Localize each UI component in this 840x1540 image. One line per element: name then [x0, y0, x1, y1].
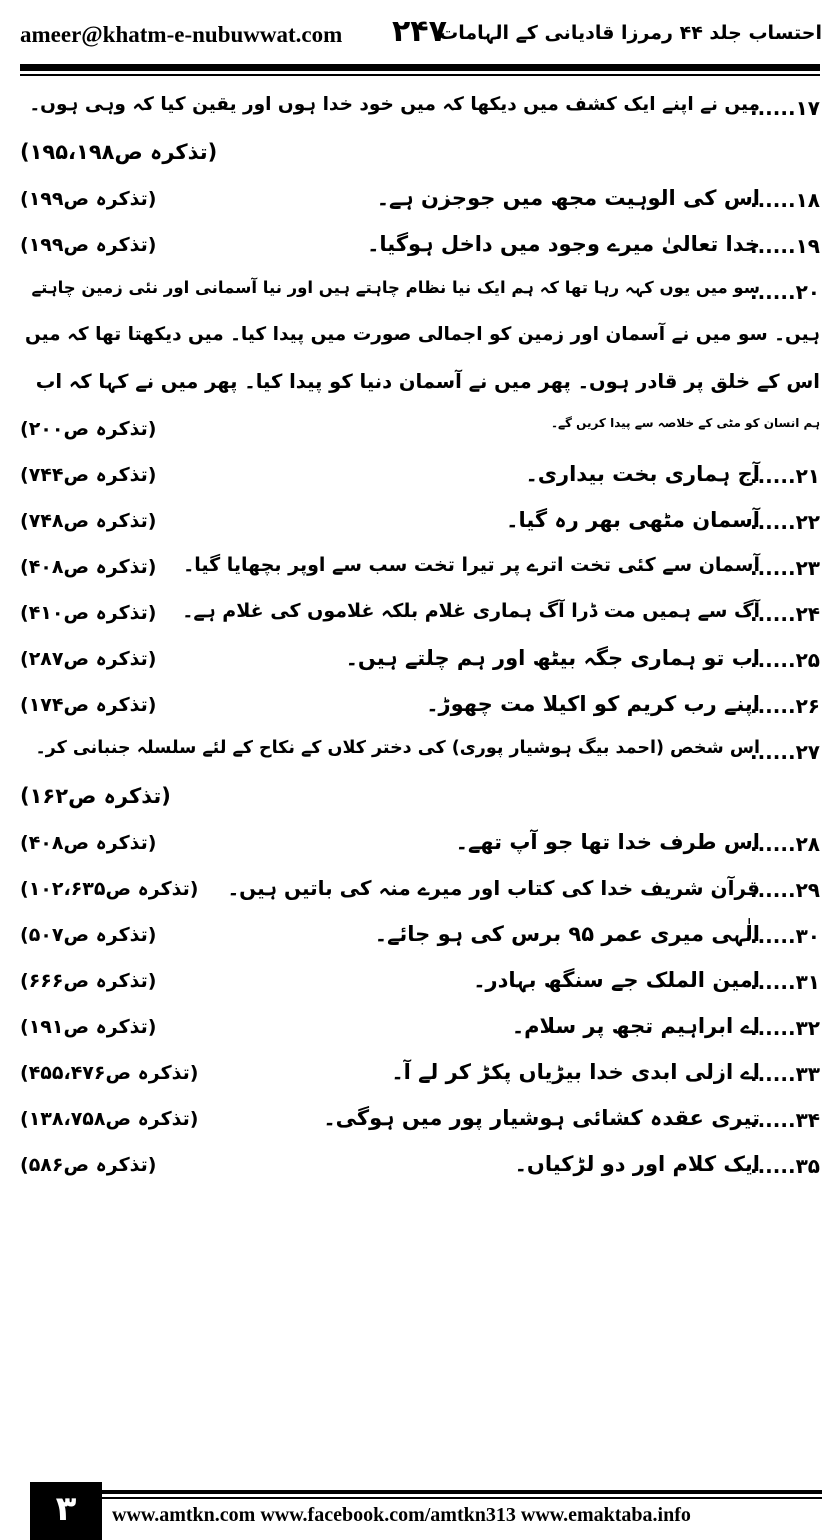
header-email: ameer@khatm-e-nubuwwat.com: [20, 22, 343, 47]
header-page-number: ۲۴۷: [392, 14, 447, 49]
entry-row: [0, 318, 840, 364]
entry-reference: (تذکرہ ص۴۵۵،۴۷۶): [20, 1062, 199, 1084]
entry-reference: (تذکرہ ص۱۹۱): [20, 1016, 157, 1038]
entry-row: [0, 778, 840, 824]
entry-text: خدا تعالیٰ میرے وجود میں داخل ہوگیا۔: [367, 232, 760, 256]
entry-reference: (تذکرہ ص۲۸۷): [20, 648, 157, 670]
entry-reference: (تذکرہ ص۴۰۸): [20, 832, 157, 854]
entry-row: [0, 962, 840, 1008]
entry-number: ۲۳......: [749, 556, 820, 580]
header-title: احتساب جلد ۴۴ رمرزا قادیانی کے الہامات: [439, 22, 822, 44]
entry-row: [0, 824, 840, 870]
entry-text: اے ازلی ابدی خدا بیڑیاں پکڑ کر لے آ۔: [391, 1060, 760, 1084]
entry-text: ایک کلام اور دو لڑکیاں۔: [514, 1152, 760, 1176]
entry-row: [0, 364, 840, 410]
entry-text: اب تو ہماری جگہ بیٹھ اور ہم چلتے ہیں۔: [345, 646, 760, 670]
entry-text: آسمان مٹھی بھر رہ گیا۔: [506, 508, 760, 532]
entry-number: ۲۷......: [749, 740, 820, 764]
footer-rule-thick: [100, 1490, 822, 1494]
entry-row: [0, 1146, 840, 1192]
entry-number: ۱۸......: [749, 188, 820, 212]
entry-text: آج ہماری بخت بیداری۔: [525, 462, 760, 486]
entry-continuation: ہیں۔ سو میں نے آسمان اور زمین کو اجمالی صورت میں پیدا کیا۔ میں دیکھتا تھا کہ میں: [24, 324, 820, 345]
entry-reference: (تذکرہ ص۶۶۶): [20, 970, 157, 992]
entry-row: [0, 594, 840, 640]
entry-reference: (تذکرہ ص۱۷۴): [20, 694, 157, 716]
entry-row: [0, 916, 840, 962]
entry-row: [0, 1008, 840, 1054]
entry-number: ۳۴......: [749, 1108, 820, 1132]
entry-continuation: اس کے خلق پر قادر ہوں۔ پھر میں نے آسمان دنیا کو پیدا کیا۔ پھر میں نے کہا کہ اب: [35, 370, 820, 393]
entry-row: [0, 180, 840, 226]
entry-text: تیری عقدہ کشائی ہوشیار پور میں ہوگی۔: [323, 1106, 760, 1130]
entry-text: امین الملک جے سنگھ بہادر۔: [473, 968, 760, 992]
entry-row: [0, 1100, 840, 1146]
entry-reference: (تذکرہ ص۷۴۸): [20, 510, 157, 532]
entry-text: آسمان سے کئی تخت اترے پر تیرا تخت سب سے اوپر بچھایا گیا۔: [183, 554, 760, 576]
entry-reference: (تذکرہ ص۵۸۶): [20, 1154, 157, 1176]
footer-page-marker: ۳: [30, 1482, 102, 1540]
footer-urls: www.amtkn.com www.facebook.com/amtkn313 www.emaktaba.info: [112, 1504, 691, 1526]
entry-row: [0, 732, 840, 778]
entry-number: ۲۲......: [749, 510, 820, 534]
entry-list: [0, 88, 840, 1192]
entry-number: ۲۰......: [749, 280, 820, 304]
header-rule-thin: [20, 74, 820, 76]
entry-text: اس طرف خدا تھا جو آپ تھے۔: [455, 830, 760, 854]
entry-row: [0, 1054, 840, 1100]
entry-number: ۳۱......: [749, 970, 820, 994]
entry-text: میں نے اپنے ایک کشف میں دیکھا کہ میں خود خدا ہوں اور یقین کیا کہ وہی ہوں۔: [29, 94, 760, 115]
entry-number: ۳۳......: [749, 1062, 820, 1086]
entry-text: الٰہی میری عمر ۹۵ برس کی ہو جائے۔: [374, 922, 760, 946]
entry-row: [0, 272, 840, 318]
entry-reference: (تذکرہ ص۴۰۸): [20, 556, 157, 578]
entry-row: [0, 410, 840, 456]
entry-reference: (تذکرہ ص۱۳۸،۷۵۸): [20, 1108, 199, 1130]
entry-number: ۳۰......: [749, 924, 820, 948]
entry-row: [0, 134, 840, 180]
entry-number: ۲۴......: [749, 602, 820, 626]
entry-reference: (تذکرہ ص۷۴۴): [20, 464, 157, 486]
entry-row: [0, 456, 840, 502]
page-header: [0, 0, 840, 70]
entry-number: ۱۹......: [749, 234, 820, 258]
entry-continuation: ہم انسان کو مٹی کے خلاصہ سے پیدا کریں گے۔: [550, 416, 820, 430]
footer-rule-thin: [100, 1497, 822, 1499]
entry-text: اپنے رب کریم کو اکیلا مت چھوڑ۔: [426, 692, 760, 716]
entry-row: [0, 870, 840, 916]
entry-continuation: (تذکرہ ص۱۶۲): [20, 784, 171, 808]
entry-text: سو میں یوں کہہ رہا تھا کہ ہم ایک نیا نظام چاہتے ہیں اور نیا آسمانی اور نئی زمین چاہتے: [31, 278, 760, 297]
entry-row: [0, 226, 840, 272]
entry-number: ۳۲......: [749, 1016, 820, 1040]
entry-reference: (تذکرہ ص۱۹۹): [20, 188, 157, 210]
entry-row: [0, 686, 840, 732]
entry-number: ۱۷......: [749, 96, 820, 120]
entry-text: اے ابراہیم تجھ پر سلام۔: [511, 1014, 760, 1038]
entry-text: آگ سے ہمیں مت ڈرا آگ ہماری غلام بلکہ غلاموں کی غلام ہے۔: [182, 600, 760, 622]
entry-reference: (تذکرہ ص۵۰۷): [20, 924, 157, 946]
entry-number: ۲۶......: [749, 694, 820, 718]
entry-number: ۲۵......: [749, 648, 820, 672]
entry-continuation: (تذکرہ ص۱۹۵،۱۹۸): [20, 140, 218, 164]
entry-reference: (تذکرہ ص۴۱۰): [20, 602, 157, 624]
entry-row: [0, 640, 840, 686]
entry-row: [0, 88, 840, 134]
entry-row: [0, 548, 840, 594]
entry-reference: (تذکرہ ص۲۰۰): [20, 418, 157, 440]
entry-text: اس کی الوہیت مجھ میں جوجزن ہے۔: [376, 186, 760, 210]
entry-text: قرآن شریف خدا کی کتاب اور میرے منہ کی باتیں ہیں۔: [227, 876, 760, 900]
header-rule-thick: [20, 64, 820, 71]
entry-reference: (تذکرہ ص۱۹۹): [20, 234, 157, 256]
entry-number: ۲۹......: [749, 878, 820, 902]
entry-number: ۲۸......: [749, 832, 820, 856]
entry-row: [0, 502, 840, 548]
entry-reference: (تذکرہ ص۱۰۲،۶۳۵): [20, 878, 199, 900]
entry-number: ۳۵......: [749, 1154, 820, 1178]
entry-text: اس شخص (احمد بیگ ہوشیار پوری) کی دختر کلاں کے نکاح کے لئے سلسلہ جنبانی کر۔: [35, 738, 760, 758]
entry-number: ۲۱......: [749, 464, 820, 488]
